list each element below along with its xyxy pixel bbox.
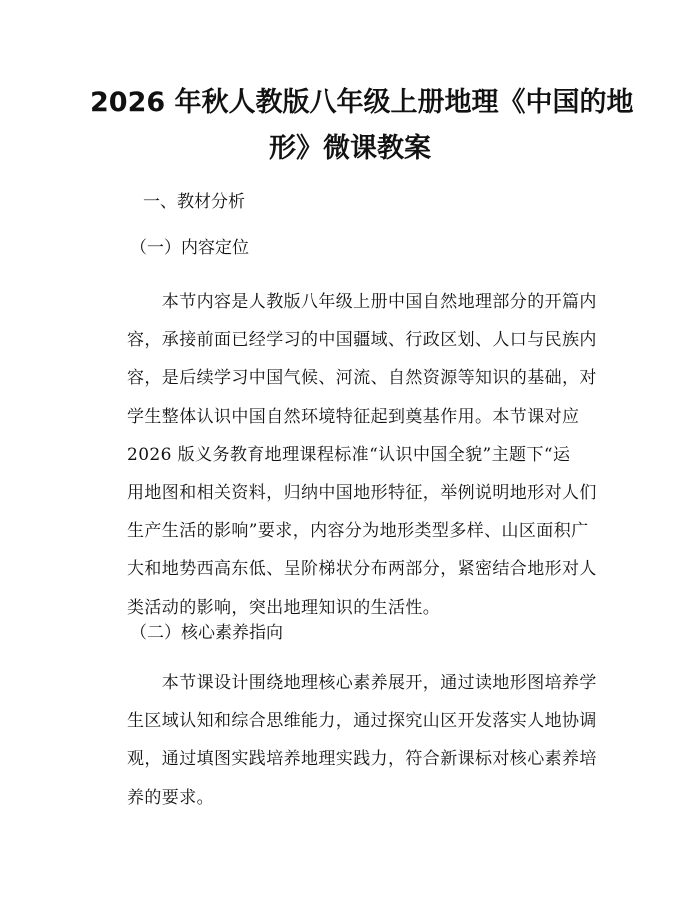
paragraph-line: 容，是后续学习中国气候、河流、自然资源等知识的基础，对 — [127, 368, 597, 389]
paragraph-line: 本节课设计围绕地理核心素养展开，通过读地形图培养学 — [127, 673, 597, 693]
paragraph-line: 容，承接前面已经学习的中国疆域、行政区划、人口与民族内 — [127, 330, 597, 351]
subsection-heading-content-positioning: （一）内容定位 — [130, 238, 249, 258]
paragraph-line: 类活动的影响，突出地理知识的生活性。 — [127, 597, 441, 618]
paragraph-line: 养的要求。 — [127, 787, 214, 808]
paragraph-line: 2026 版义务教育地理课程标准“认识中国全貌”主题下“运 — [127, 444, 571, 465]
section-heading-materials-analysis: 一、教材分析 — [143, 192, 245, 212]
paragraph-line: 大和地势西高东低、呈阶梯状分布两部分，紧密结合地形对人 — [127, 559, 597, 580]
paragraph-line: 用地图和相关资料，归纳中国地形特征，举例说明地形对人们 — [127, 482, 597, 503]
document-title-line-2: 形》微课教案 — [269, 133, 431, 164]
paragraph-core-literacy — [127, 664, 597, 817]
document-title-line-1: 2026 年秋人教版八年级上册地理《中国的地 — [90, 87, 634, 118]
paragraph-line: 本节内容是人教版八年级上册中国自然地理部分的开篇内 — [127, 292, 597, 312]
paragraph-line: 学生整体认识中国自然环境特征起到奠基作用。本节课对应 — [127, 406, 580, 427]
paragraph-line: 生产生活的影响”要求，内容分为地形类型多样、山区面积广 — [127, 521, 589, 542]
paragraph-line: 观，通过填图实践培养地理实践力，符合新课标对核心素养培 — [127, 749, 597, 770]
paragraph-content-positioning — [127, 283, 597, 627]
paragraph-line: 生区域认知和综合思维能力，通过探究山区开发落实人地协调 — [127, 711, 597, 732]
subsection-heading-core-literacy: （二）核心素养指向 — [130, 623, 283, 643]
